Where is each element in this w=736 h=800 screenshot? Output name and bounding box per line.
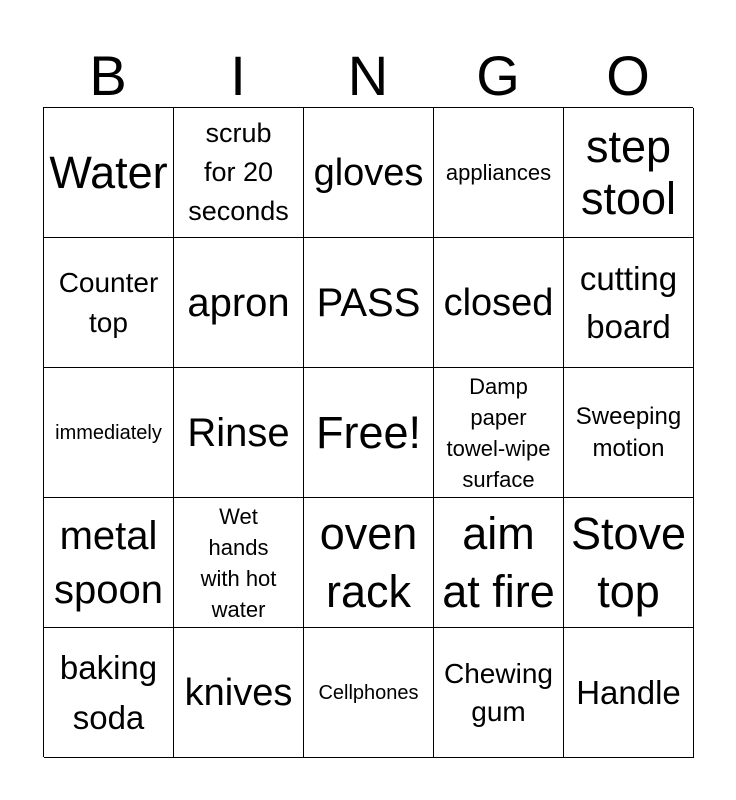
bingo-cell[interactable] <box>304 368 434 498</box>
bingo-cell[interactable] <box>44 498 174 628</box>
cell-text: aim at fire <box>442 507 555 617</box>
bingo-cell[interactable] <box>564 498 694 628</box>
header-letter-n: N <box>347 44 389 107</box>
bingo-cell[interactable] <box>44 368 174 498</box>
cell-text: metal spoon <box>54 513 163 612</box>
bingo-cell[interactable] <box>304 238 434 368</box>
bingo-cell[interactable] <box>174 368 304 498</box>
bingo-cell[interactable] <box>564 108 694 238</box>
cell-text: PASS <box>316 280 421 325</box>
bingo-cell[interactable] <box>564 628 694 758</box>
bingo-cell[interactable] <box>174 498 304 628</box>
bingo-cell[interactable] <box>434 238 564 368</box>
cell-text: apron <box>187 280 290 325</box>
cell-text: Chewing gum <box>444 657 553 727</box>
bingo-cell[interactable] <box>44 108 174 238</box>
cell-text: oven rack <box>319 507 418 617</box>
bingo-cell[interactable] <box>174 628 304 758</box>
cell-text: knives <box>184 671 293 714</box>
bingo-board <box>43 107 693 757</box>
bingo-cell[interactable] <box>434 368 564 498</box>
cell-text: Sweeping motion <box>575 402 682 462</box>
cell-text: appliances <box>445 159 552 185</box>
header-letter-i: I <box>230 44 246 107</box>
cell-text: Wet hands with hot water <box>200 503 277 622</box>
cell-text: Handle <box>576 673 681 711</box>
cell-text: Cellphones <box>318 681 419 704</box>
bingo-header <box>43 42 693 106</box>
cell-text: Damp paper towel-wipe surface <box>446 373 551 492</box>
bingo-cell[interactable] <box>304 628 434 758</box>
bingo-cell[interactable] <box>564 368 694 498</box>
bingo-cell[interactable] <box>44 628 174 758</box>
cell-text: Counter top <box>58 266 159 338</box>
bingo-cell[interactable] <box>434 108 564 238</box>
cell-text: Free! <box>315 406 422 458</box>
bingo-cell[interactable] <box>174 108 304 238</box>
bingo-cell[interactable] <box>304 108 434 238</box>
cell-text: gloves <box>313 151 424 194</box>
bingo-cell[interactable] <box>174 238 304 368</box>
bingo-cell[interactable] <box>434 498 564 628</box>
cell-text: Stove top <box>570 507 687 617</box>
bingo-cell[interactable] <box>44 238 174 368</box>
cell-text: closed <box>443 281 554 324</box>
cell-text: scrub for 20 seconds <box>188 118 289 226</box>
cell-text: cutting board <box>579 259 678 345</box>
cell-text: baking soda <box>59 648 158 736</box>
cell-text: Water <box>49 146 168 198</box>
header-letter-g: G <box>476 44 520 107</box>
bingo-cell[interactable] <box>564 238 694 368</box>
cell-text: Rinse <box>187 410 290 455</box>
header-letter-o: O <box>606 44 650 107</box>
bingo-cell[interactable] <box>304 498 434 628</box>
bingo-cell[interactable] <box>434 628 564 758</box>
cell-text: immediately <box>55 421 162 444</box>
header-letter-b: B <box>89 44 127 107</box>
cell-text: step stool <box>580 120 677 224</box>
